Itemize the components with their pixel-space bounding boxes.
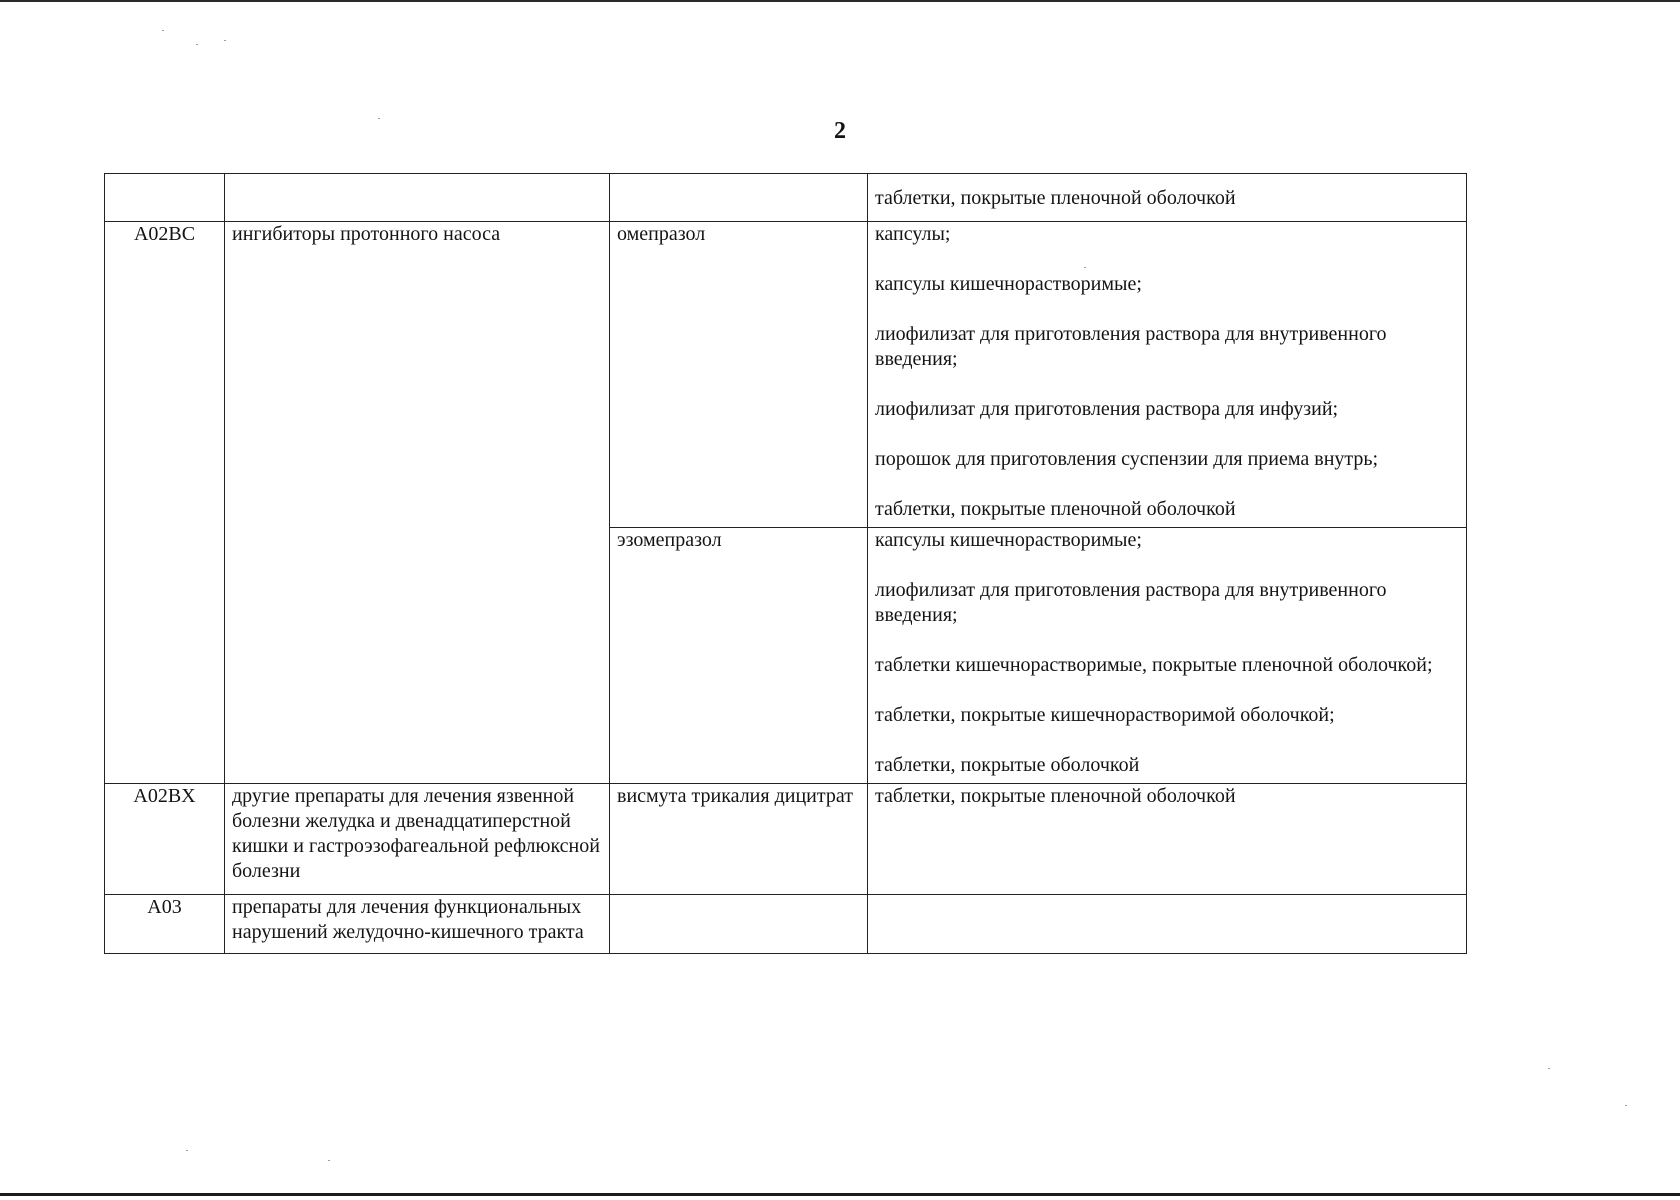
scan-speck [328,1160,330,1161]
scan-edge-bottom [0,1193,1680,1196]
group-cell: ингибиторы протонного насоса [225,222,610,784]
group-cell: другие препараты для лечения язвенной болезни желудка и двенадцатиперстной кишки и гастроэзофагеальной рефлюксной болезни [225,784,610,895]
drug-name-cell: омепразол [610,222,868,528]
scan-speck [162,30,164,31]
group-cell: препараты для лечения функциональных нарушений желудочно-кишечного тракта [225,895,610,954]
scan-speck [378,118,380,119]
scan-speck [1625,1105,1627,1106]
dosage-form-item: лиофилизат для приготовления раствора для внутривенного введения; [875,323,1387,370]
atc-code-cell [105,174,225,222]
drug-name-cell: эзомепразол [610,528,868,784]
atc-code-cell: A02BC [105,222,225,784]
scan-speck [196,44,198,45]
dosage-forms-cell [868,222,1467,528]
dosage-forms-cell [868,895,1467,954]
dosage-forms-cell [868,174,1467,222]
table-row [105,784,1467,895]
scan-speck [1548,1068,1550,1069]
dosage-form-item: таблетки кишечнорастворимые, покрытые пленочной оболочкой; [875,654,1433,676]
dosage-form-item: лиофилизат для приготовления раствора для инфузий; [875,398,1339,420]
drug-name-cell [610,895,868,954]
dosage-form-item: лиофилизат для приготовления раствора для внутривенного введения; [875,579,1387,626]
drug-table [104,173,1467,954]
drug-name-cell [610,174,868,222]
table-row [105,895,1467,954]
page-number: 2 [834,118,846,144]
dosage-forms-cell [868,784,1467,895]
group-cell [225,174,610,222]
scan-speck [224,40,226,41]
scan-speck [186,1150,188,1151]
dosage-form-item: капсулы кишечнорастворимые; [875,273,1142,295]
dosage-form-item: таблетки, покрытые оболочкой [875,754,1140,776]
dosage-form-item: таблетки, покрытые пленочной оболочкой [875,187,1236,209]
dosage-forms-cell [868,528,1467,784]
table-row [105,222,1467,528]
atc-code-cell: A02BX [105,784,225,895]
dosage-form-item: таблетки, покрытые кишечнорастворимой оболочкой; [875,704,1335,726]
dosage-form-item: порошок для приготовления суспензии для приема внутрь; [875,448,1379,470]
scan-speck [1084,267,1086,268]
table-row [105,174,1467,222]
drug-name-cell: висмута трикалия дицитрат [610,784,868,895]
dosage-form-item: таблетки, покрытые пленочной оболочкой [875,785,1236,807]
dosage-form-item: таблетки, покрытые пленочной оболочкой [875,498,1236,520]
dosage-form-item: капсулы кишечнорастворимые; [875,529,1142,551]
scan-edge-top [0,0,1680,2]
atc-code-cell: A03 [105,895,225,954]
dosage-form-item: капсулы; [875,223,951,245]
